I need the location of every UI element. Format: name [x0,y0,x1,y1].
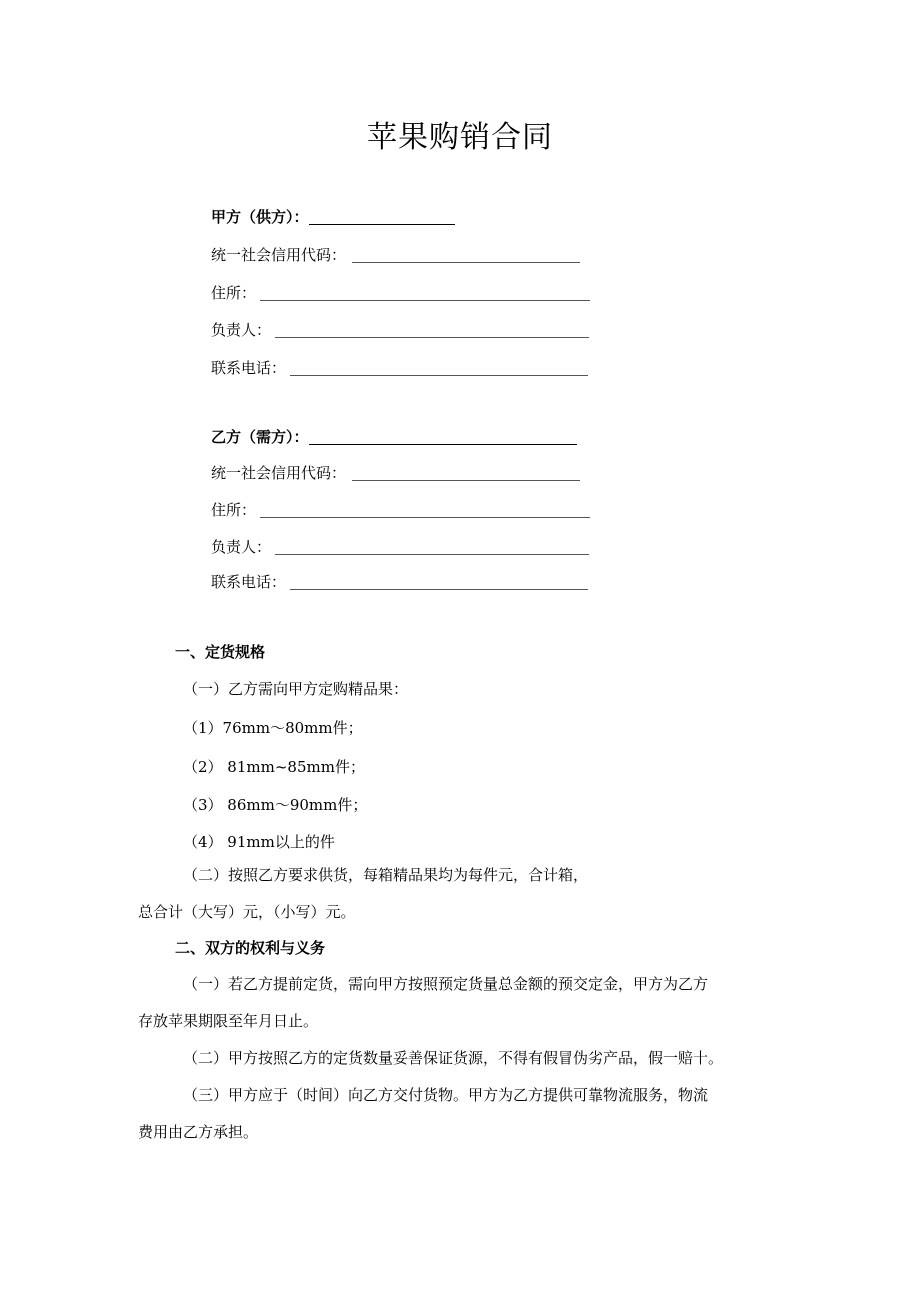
party-b-heading: 乙方（需方）： [211,428,309,446]
section2-p1-line2: 存放苹果期限至年月日止。 [138,1012,319,1030]
section2-p3-line2: 费用由乙方承担。 [138,1123,259,1141]
spec-2: （2） 81mm~85mm件； [183,758,365,776]
party-a-address-blank[interactable] [260,300,590,301]
party-a-address-label: 住所： [211,284,257,302]
party-a-credit-code-row [211,241,580,265]
party-b-phone-label: 联系电话： [211,573,287,591]
party-a-principal-row [211,316,589,340]
party-b-name-blank[interactable] [309,444,577,446]
party-b-credit-code-row [211,459,580,483]
page-title: 苹果购销合同 [367,120,553,155]
section2-p1-line1: （一）若乙方提前定货，需向甲方按照预定货量总金额的预交定金，甲方为乙方 [183,975,709,993]
party-b-address-blank[interactable] [260,517,590,518]
party-a-name-blank[interactable] [309,224,455,226]
section1-heading: 一、定货规格 [175,643,266,661]
spec-3: （3） 86mm～90mm件； [183,796,368,814]
party-a-principal-blank[interactable] [275,337,589,338]
party-a-heading: 甲方（供方）： [211,208,309,226]
party-a-heading-row [211,203,455,227]
party-b-principal-label: 负责人： [211,538,272,556]
party-a-credit-code-blank[interactable] [352,262,580,263]
party-b-phone-row [211,568,588,592]
section1-p1: （一）乙方需向甲方定购精品果： [183,680,409,698]
party-a-principal-label: 负责人： [211,321,272,339]
party-b-heading-row [211,423,577,447]
party-a-phone-row [211,354,588,378]
section2-p3-line1: （三）甲方应于（时间）向乙方交付货物。甲方为乙方提供可靠物流服务，物流 [183,1086,709,1104]
party-b-credit-code-blank[interactable] [352,480,580,481]
party-a-phone-label: 联系电话： [211,359,287,377]
spec-4: （4） 91mm以上的件 [183,833,335,851]
party-b-principal-row [211,533,589,557]
party-a-credit-code-label: 统一社会信用代码： [211,246,347,264]
party-b-address-label: 住所： [211,501,257,519]
section1-p2-line2: 总合计（大写）元，（小写）元。 [138,903,356,921]
section2-p2: （二）甲方按照乙方的定货数量妥善保证货源，不得有假冒伪劣产品，假一赔十。 [183,1049,724,1067]
party-a-phone-blank[interactable] [290,375,588,376]
spec-1: （1）76mm～80mm件； [183,719,363,737]
party-a-address-row [211,279,590,303]
party-b-principal-blank[interactable] [275,554,589,555]
section2-heading: 二、双方的权利与义务 [175,939,326,957]
section1-p2-line1: （二）按照乙方要求供货，每箱精品果均为每件元，合计箱， [183,866,589,884]
party-b-phone-blank[interactable] [290,589,588,590]
party-b-credit-code-label: 统一社会信用代码： [211,464,347,482]
party-b-address-row [211,496,590,520]
